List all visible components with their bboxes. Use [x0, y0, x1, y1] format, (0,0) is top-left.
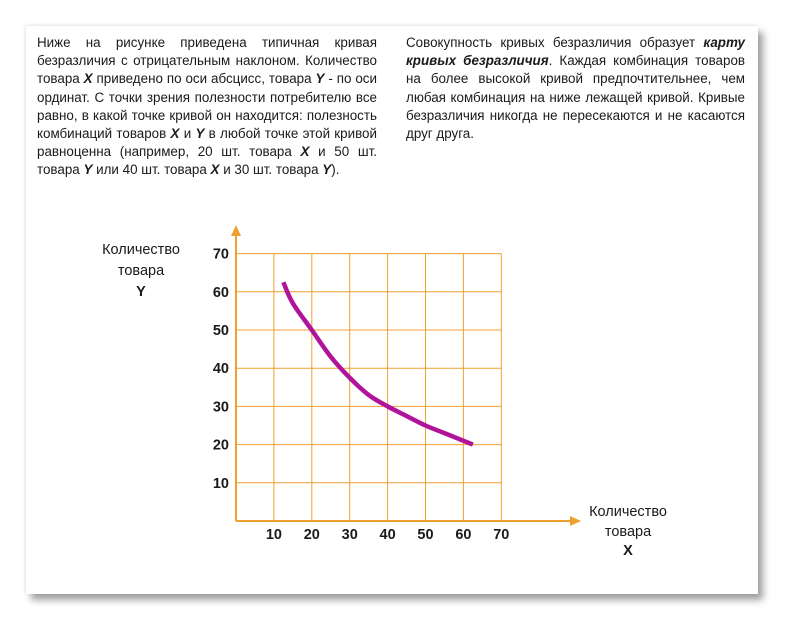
body-text: ).: [331, 162, 340, 178]
y-axis-title-line: Y: [136, 284, 146, 300]
y-tick-label: 10: [212, 475, 229, 492]
emphasis-text: Y: [322, 162, 332, 178]
body-text: и: [179, 126, 196, 142]
y-tick-label: 60: [212, 284, 229, 301]
y-tick-label: 50: [212, 323, 229, 339]
emphasis-text: Y: [83, 162, 93, 178]
x-axis-arrow: [570, 516, 581, 526]
emphasis-text: карту кривых безразличия: [406, 35, 745, 69]
y-axis-title-line: товара: [117, 263, 165, 279]
x-tick-label: 20: [303, 527, 320, 543]
body-text: в любой точке этой кривой равноценна (например, 20 шт. товара: [37, 126, 377, 160]
x-axis-title-line: товара: [604, 524, 652, 540]
y-tick-label: 20: [212, 437, 229, 454]
y-tick-label: 30: [212, 399, 229, 416]
body-text: или 40 шт. товара: [92, 162, 211, 178]
y-axis-title-line: Количество: [102, 242, 180, 258]
body-text: . Каждая комбинация товаров на более высокой кривой предпочтительнее, чем любая комбинация на ниже лежащей кривой. Кривые безразличия никогда не пересекаются и не касаются друг друга.: [406, 53, 746, 142]
emphasis-text: X: [83, 71, 93, 87]
body-text: Совокупность кривых безразличия образует: [406, 35, 704, 50]
emphasis-text: X: [210, 162, 220, 178]
body-text: Ниже на рисунке приведена типичная кривая безразличия с отрицательным наклоном. Количество товара: [37, 35, 377, 87]
x-tick-label: 10: [265, 527, 282, 543]
x-tick-label: 60: [455, 527, 472, 543]
y-axis-arrow: [231, 225, 241, 236]
emphasis-text: Y: [315, 71, 325, 87]
chart-grid: [236, 254, 501, 521]
x-tick-label: 70: [493, 527, 510, 543]
x-axis-title-line: Количество: [589, 504, 667, 520]
x-tick-label: 40: [379, 527, 396, 543]
axis-titles: [102, 242, 667, 559]
y-tick-label: 70: [212, 246, 229, 263]
y-tick-label: 40: [212, 361, 229, 378]
x-tick-label: 50: [417, 527, 434, 543]
chart-tick-labels: [213, 247, 510, 543]
chart-axes: [231, 225, 581, 526]
emphasis-text: X: [170, 126, 180, 142]
x-tick-label: 30: [341, 527, 358, 543]
body-text: и 30 шт. товара: [219, 162, 323, 178]
x-axis-title-line: X: [623, 543, 633, 559]
emphasis-text: X: [300, 144, 310, 160]
body-text: - по оси ординат. С точки зрения полезности потребителю все равно, в какой точке кривой он находится: полезность комбинаций товаров: [37, 71, 377, 142]
body-text: приведено по оси абсцисс, товара: [92, 71, 316, 87]
body-text: и 50 шт. товара: [37, 144, 377, 178]
emphasis-text: Y: [195, 126, 205, 142]
